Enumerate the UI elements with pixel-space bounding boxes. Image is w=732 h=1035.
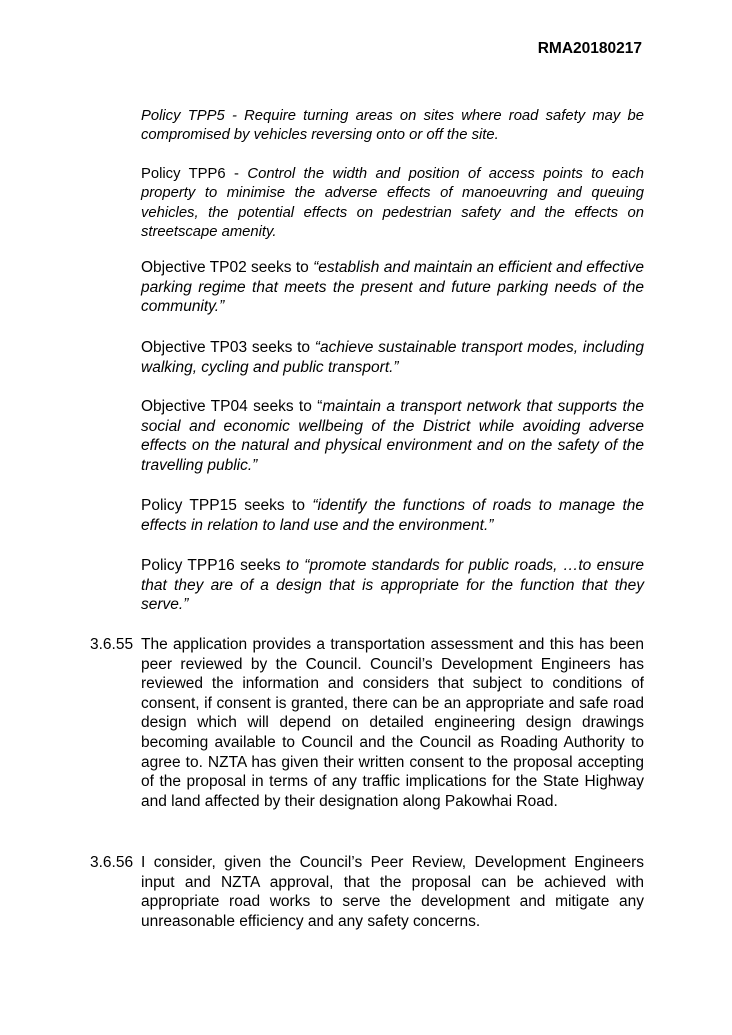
policy-tpp5 bbox=[141, 107, 644, 146]
objective-label: Objective TP02 seeks to bbox=[141, 259, 314, 276]
objective-label: Objective TP04 seeks to “ bbox=[141, 398, 323, 415]
paragraph-3-6-56 bbox=[141, 853, 644, 931]
paragraph-text: The application provides a transportation assessment and this has been peer reviewed by the Council. Council’s Development Engineers has reviewed the information and considers that subject to conditions of consent, if consent is granted, there can be an appropriate and safe road design which will depend on detailed engineering design drawings becoming available to Council and the Council as Roading Authority to agree to. NZTA has given their written consent to the proposal accepting of the proposal in terms of any traffic implications for the State Highway and land affected by their designation along Pakowhai Road. bbox=[141, 636, 644, 810]
policy-text: Require turning areas on sites where road safety may be compromised by vehicles reversing onto or off the site. bbox=[141, 108, 644, 144]
paragraph-3-6-55 bbox=[141, 635, 644, 811]
objective-tp04 bbox=[141, 397, 644, 475]
policy-text: Control the width and position of access points to each property to minimise the adverse effects of manoeuvring and queuing vehicles, the potential effects on pedestrian safety and the effects on streetscape amenity. bbox=[141, 166, 644, 241]
objective-quote: maintain a transport network that supports the social and economic wellbeing of the District while avoiding adverse effects on the natural and physical environment and on the safety of the travelling public.” bbox=[141, 398, 644, 474]
objective-quote: “achieve sustainable transport modes, including walking, cycling and public transport.” bbox=[141, 339, 644, 376]
paragraph-text: I consider, given the Council’s Peer Review, Development Engineers input and NZTA approval, that the proposal can be achieved with appropriate road works to serve the development and mitigate any unreasonable efficiency and any safety concerns. bbox=[141, 854, 644, 930]
policy-tpp15 bbox=[141, 496, 644, 535]
policy-label: Policy TPP15 seeks to bbox=[141, 497, 313, 514]
document-reference-number: RMA20180217 bbox=[537, 40, 642, 57]
policy-label: Policy TPP6 - bbox=[141, 166, 248, 182]
policy-quote: to “promote standards for public roads, …to ensure that they are of a design that is appropriate for the function that they serve.” bbox=[141, 557, 644, 614]
objective-quote: “establish and maintain an efficient and effective parking regime that meets the present and future parking needs of the community.” bbox=[141, 259, 644, 316]
objective-label: Objective TP03 seeks to bbox=[141, 339, 315, 356]
objective-tp03 bbox=[141, 338, 644, 377]
policy-label: Policy TPP5 - bbox=[141, 108, 245, 124]
policy-tpp6 bbox=[141, 165, 644, 243]
policy-label: Policy TPP16 seeks bbox=[141, 557, 287, 574]
policy-tpp16 bbox=[141, 556, 644, 615]
policy-quote: “identify the functions of roads to manage the effects in relation to land use and the environment.” bbox=[141, 497, 644, 534]
paragraph-number: 3.6.55 bbox=[90, 636, 134, 653]
objective-tp02 bbox=[141, 258, 644, 317]
paragraph-number: 3.6.56 bbox=[90, 854, 134, 871]
